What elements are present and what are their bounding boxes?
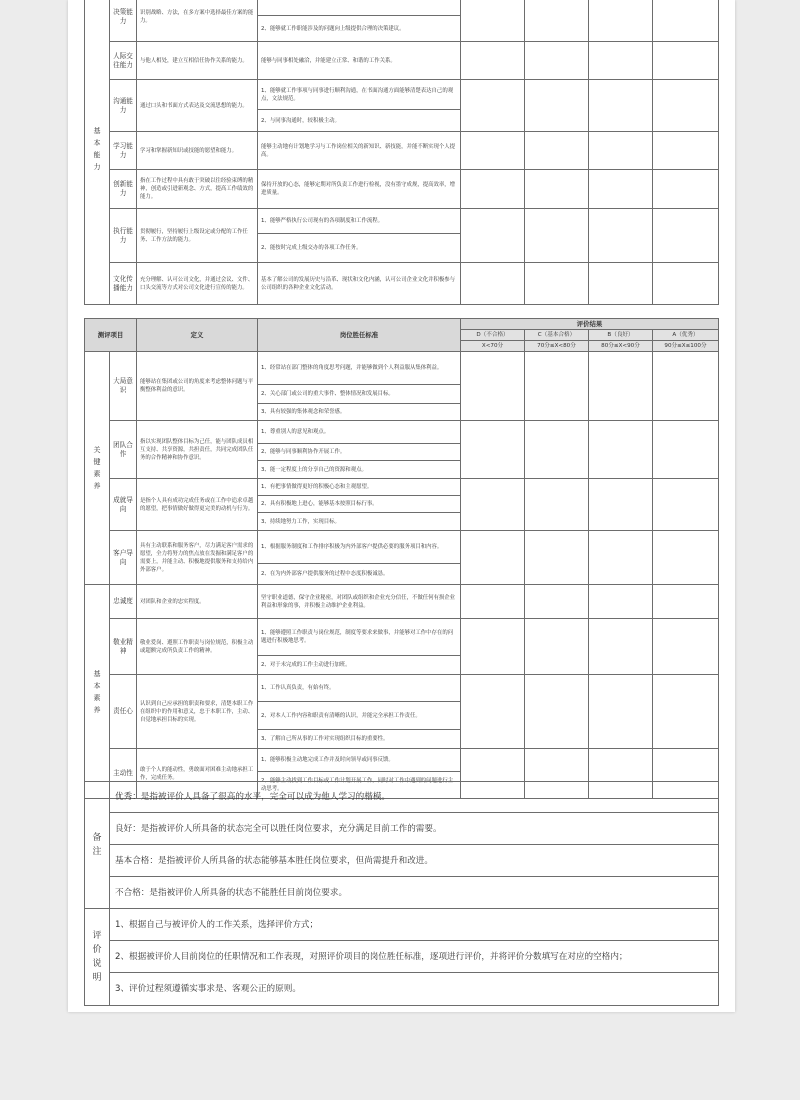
score-cell-c[interactable] <box>525 619 589 675</box>
score-cell-d[interactable] <box>461 352 525 421</box>
score-cell-c[interactable] <box>525 479 589 531</box>
criteria-row <box>85 585 719 619</box>
criteria-text: 2、能够就工作职能涉及的问题向上级提供合理的决策建议。 <box>258 16 461 42</box>
criteria-text: 能够主动地有计划地学习与工作岗位相关的新知识、新技能，并能不断实现个人提高。 <box>258 132 461 170</box>
score-cell-b[interactable] <box>589 132 653 170</box>
score-cell-d[interactable] <box>461 619 525 675</box>
criteria-text: 1、有把事情做得更好的积极心态和主观愿望。 <box>258 479 461 496</box>
score-cell-a[interactable] <box>653 675 719 749</box>
score-cell-d[interactable] <box>461 42 525 80</box>
score-cell-a[interactable] <box>653 531 719 585</box>
criteria-text: 1、工作认真负责，有始有终。 <box>258 675 461 702</box>
score-cell-a[interactable] <box>653 619 719 675</box>
item-name: 学习能力 <box>110 132 137 170</box>
item-name: 责任心 <box>110 675 137 749</box>
criteria-text: 3、具有较强的集体观念和荣誉感。 <box>258 404 461 421</box>
header-range: 70分≤X<80分 <box>525 341 589 352</box>
criteria-text: 1、能够严格执行公司现有的各项制度和工作流程。 <box>258 209 461 234</box>
header-grade: D（不合格） <box>461 330 525 341</box>
criteria-row <box>85 209 719 234</box>
item-definition: 是指个人具有成功完成任务或在工作中追求卓越的愿望，把事情做好做得更完美的动机与行为。 <box>137 479 258 531</box>
score-cell-c[interactable] <box>525 352 589 421</box>
notes-table <box>84 781 719 1006</box>
score-cell-d[interactable] <box>461 585 525 619</box>
criteria-row <box>85 352 719 385</box>
score-cell-a[interactable] <box>653 0 719 42</box>
score-cell-d[interactable] <box>461 170 525 209</box>
score-cell-b[interactable] <box>589 421 653 479</box>
score-cell-c[interactable] <box>525 421 589 479</box>
score-cell-b[interactable] <box>589 209 653 263</box>
criteria-text: 1、尊重别人的意见和观点。 <box>258 421 461 444</box>
notes-line: 基本合格：是指被评价人所具备的状态能够基本胜任岗位要求，但尚需提升和改进。 <box>110 845 719 877</box>
item-name: 大局意识 <box>110 352 137 421</box>
competency-table-main <box>84 318 719 799</box>
item-definition: 识别战略、方法，在多方案中选择最佳方案的能力。 <box>137 0 258 42</box>
criteria-text: 基本了解公司的发展历史与沿革、现状和文化内涵，认可公司企业文化并积极参与公司组织的各种企业文化活动。 <box>258 263 461 305</box>
score-cell-c[interactable] <box>525 0 589 42</box>
score-cell-b[interactable] <box>589 170 653 209</box>
criteria-text: 2、在为内外部客户提供服务的过程中态度积极诚恳。 <box>258 564 461 585</box>
score-cell-b[interactable] <box>589 0 653 42</box>
criteria-text: 3、持续地努力工作，实现目标。 <box>258 513 461 531</box>
header-grade: B（良好） <box>589 330 653 341</box>
item-definition: 能够站在集团或公司的角度来考虑整体问题与平衡整体利益的意识。 <box>137 352 258 421</box>
header-result: 评价结果 <box>461 319 719 330</box>
header-grade: A（优秀） <box>653 330 719 341</box>
score-cell-c[interactable] <box>525 585 589 619</box>
score-cell-a[interactable] <box>653 170 719 209</box>
criteria-text: 2、关心部门或公司的重大事件、整体情况和发展目标。 <box>258 385 461 404</box>
score-cell-d[interactable] <box>461 263 525 305</box>
basic-ability-category: 基 本 能 力 <box>85 0 110 305</box>
score-cell-a[interactable] <box>653 209 719 263</box>
score-cell-d[interactable] <box>461 675 525 749</box>
score-cell-a[interactable] <box>653 42 719 80</box>
header-range: 80分≤X<90分 <box>589 341 653 352</box>
header-criteria: 岗位胜任标准 <box>258 319 461 352</box>
item-definition: 对团队和企业的忠实程度。 <box>137 585 258 619</box>
criteria-row <box>85 531 719 564</box>
key-quality-category: 关 键 素 养 <box>85 352 110 585</box>
item-definition: 指以实现团队整体目标为己任，能与团队成员相互支持、共享资源，共担责任，共同完成团队任务的合作精神和协作意识。 <box>137 421 258 479</box>
competency-table-top <box>84 0 719 305</box>
score-cell-d[interactable] <box>461 0 525 42</box>
score-cell-b[interactable] <box>589 80 653 132</box>
instructions-line: 3、评价过程须遵循实事求是、客观公正的原则。 <box>110 973 719 1006</box>
score-cell-a[interactable] <box>653 421 719 479</box>
score-cell-a[interactable] <box>653 352 719 421</box>
score-cell-a[interactable] <box>653 585 719 619</box>
score-cell-a[interactable] <box>653 80 719 132</box>
item-definition: 具有主动联系和服务客户，尽力满足客户需求的愿望，全力将努力的焦点放在发掘和满足客户的需要上，并能主动、积极地提供服务和支持给内外部客户。 <box>137 531 258 585</box>
header-range: X<70分 <box>461 341 525 352</box>
criteria-text: 能够与同事相处融洽，并能建立正常、和谐的工作关系。 <box>258 42 461 80</box>
basic-quality-category: 基 本 素 养 <box>85 585 110 799</box>
item-name: 创新能力 <box>110 170 137 209</box>
document-page <box>68 0 735 1012</box>
criteria-text: 3、了解自己所从事的工作对实现组织目标的重要性。 <box>258 730 461 749</box>
score-cell-c[interactable] <box>525 209 589 263</box>
item-name: 敬业精神 <box>110 619 137 675</box>
criteria-text: 3、能一定程度上的分享自己的资源和观点。 <box>258 461 461 479</box>
header-item: 测评项目 <box>85 319 137 352</box>
item-definition: 贯彻履行，坚持履行上级设定或分配的工作任务、工作方法的能力。 <box>137 209 258 263</box>
criteria-text: 2、对本人工作内容和职责有清晰的认识，并能完全承担工作责任。 <box>258 702 461 730</box>
score-cell-c[interactable] <box>525 531 589 585</box>
score-cell-c[interactable] <box>525 675 589 749</box>
item-name: 团队合作 <box>110 421 137 479</box>
criteria-text: 保持开放的心态，能够定期对所负责工作进行检视，没有墨守成规，提高效率，增进质量。 <box>258 170 461 209</box>
criteria-text: 1、能够积极主动地完成工作并及时向领导或同事反馈。 <box>258 749 461 772</box>
item-name: 客户导向 <box>110 531 137 585</box>
score-cell-d[interactable] <box>461 479 525 531</box>
criteria-row <box>85 80 719 110</box>
score-cell-d[interactable] <box>461 531 525 585</box>
score-cell-a[interactable] <box>653 132 719 170</box>
criteria-row <box>85 42 719 80</box>
score-cell-b[interactable] <box>589 479 653 531</box>
score-cell-d[interactable] <box>461 209 525 263</box>
instructions-line: 1、根据自己与被评价人的工作关系，选择评价方式； <box>110 909 719 941</box>
criteria-row <box>85 749 719 772</box>
score-cell-d[interactable] <box>461 80 525 132</box>
header-range: 90分≤X≤100分 <box>653 341 719 352</box>
criteria-row <box>85 132 719 170</box>
criteria-text: 1、能够遵照工作职责与岗位规范，制度等要求来做事，并能够对工作中存在的问题进行积极地思考。 <box>258 619 461 656</box>
criteria-text <box>258 0 461 16</box>
item-definition: 通过口头和书面方式表达及交流思想的能力。 <box>137 80 258 132</box>
criteria-row <box>85 0 719 16</box>
item-name: 执行能力 <box>110 209 137 263</box>
criteria-row <box>85 675 719 702</box>
score-cell-d[interactable] <box>461 421 525 479</box>
score-cell-b[interactable] <box>589 42 653 80</box>
item-name: 决策能力 <box>110 0 137 42</box>
criteria-text: 2、具有积极地上进心，能够基本按照目标行事。 <box>258 496 461 513</box>
score-cell-a[interactable] <box>653 479 719 531</box>
item-name: 人际交往能力 <box>110 42 137 80</box>
item-name: 沟通能力 <box>110 80 137 132</box>
item-definition: 学习和掌握新知识或技能的愿望和能力。 <box>137 132 258 170</box>
score-cell-b[interactable] <box>589 531 653 585</box>
criteria-text: 2、能按时完成上级交办的各项工作任务。 <box>258 234 461 263</box>
item-definition: 敢于个人的能动性，勇敢面对困难主动地承担工作，完成任务。 <box>137 749 258 799</box>
score-cell-c[interactable] <box>525 132 589 170</box>
criteria-row <box>85 479 719 496</box>
item-definition: 与他人相处，建立互相信任协作关系的能力。 <box>137 42 258 80</box>
criteria-text: 1、经常站在部门整体的角度思考问题，并能够做到个人利益服从集体利益。 <box>258 352 461 385</box>
instructions-label: 评 价 说 明 <box>85 909 110 1006</box>
item-definition: 充分理解、认可公司文化，并通过会议、文件、口头交流等方式对公司文化进行宣传的能力。 <box>137 263 258 305</box>
criteria-text: 坚守职业道德，保守企业秘密，对团队或组织和企业充分信任，不做任何有损企业利益和形象的事，并积极主动维护企业利益。 <box>258 585 461 619</box>
criteria-text: 2、能够主动找到工作目标或工作计划开展工作，同时对工作中遇到的问题进行主动思考。 <box>258 772 461 799</box>
score-cell-c[interactable] <box>525 170 589 209</box>
score-cell-b[interactable] <box>589 619 653 675</box>
item-name: 成就导向 <box>110 479 137 531</box>
criteria-text: 2、能够与同事顺利协作开展工作。 <box>258 444 461 461</box>
criteria-row <box>85 263 719 305</box>
criteria-text: 1、根据服务制度和工作排序积极为内外部客户提供必要的服务项目和内容。 <box>258 531 461 564</box>
criteria-row <box>85 619 719 656</box>
score-cell-c[interactable] <box>525 80 589 132</box>
score-cell-c[interactable] <box>525 42 589 80</box>
item-name: 文化传播能力 <box>110 263 137 305</box>
item-definition: 认识到自己应承担的职责和要求，清楚本职工作在组织中的作用和意义，忠于本职工作，主动、自觉地承担目标的实现。 <box>137 675 258 749</box>
notes-line: 不合格：是指被评价人所具备的状态不能胜任目前岗位要求。 <box>110 877 719 909</box>
item-definition: 敬业爱岗、遵照工作职责与岗位规范，积极主动或超额完成所负责工作的精神。 <box>137 619 258 675</box>
score-cell-b[interactable] <box>589 585 653 619</box>
item-name: 忠诚度 <box>110 585 137 619</box>
criteria-row <box>85 170 719 209</box>
notes-label: 备 注 <box>85 782 110 909</box>
header-definition: 定义 <box>137 319 258 352</box>
header-grade: C（基本合格） <box>525 330 589 341</box>
score-cell-a[interactable] <box>653 263 719 305</box>
score-cell-b[interactable] <box>589 352 653 421</box>
score-cell-b[interactable] <box>589 675 653 749</box>
criteria-text: 2、对于未完成的工作主动进行加班。 <box>258 656 461 675</box>
criteria-text: 1、能够就工作事项与同事进行顺利沟通，在书面沟通方面能够清楚表达自己的观点，文法规范。 <box>258 80 461 110</box>
item-definition: 指在工作过程中具有敢于突破以往经验束缚的精神，创造或引进新观念、方式，提高工作绩效的能力。 <box>137 170 258 209</box>
instructions-line: 2、根据被评价人目前岗位的任职情况和工作表现，对照评价项目的岗位胜任标准，逐项进行评价，并将评价分数填写在对应的空格内； <box>110 941 719 973</box>
score-cell-c[interactable] <box>525 263 589 305</box>
score-cell-b[interactable] <box>589 263 653 305</box>
score-cell-d[interactable] <box>461 132 525 170</box>
item-name: 主动性 <box>110 749 137 799</box>
notes-line: 优秀：是指被评价人具备了很高的水平，完全可以成为他人学习的楷模。 <box>110 782 719 813</box>
notes-line: 良好：是指被评价人所具备的状态完全可以胜任岗位要求，充分满足目前工作的需要。 <box>110 813 719 845</box>
criteria-text: 2、与同事沟通时，较积极主动。 <box>258 110 461 132</box>
criteria-row <box>85 421 719 444</box>
